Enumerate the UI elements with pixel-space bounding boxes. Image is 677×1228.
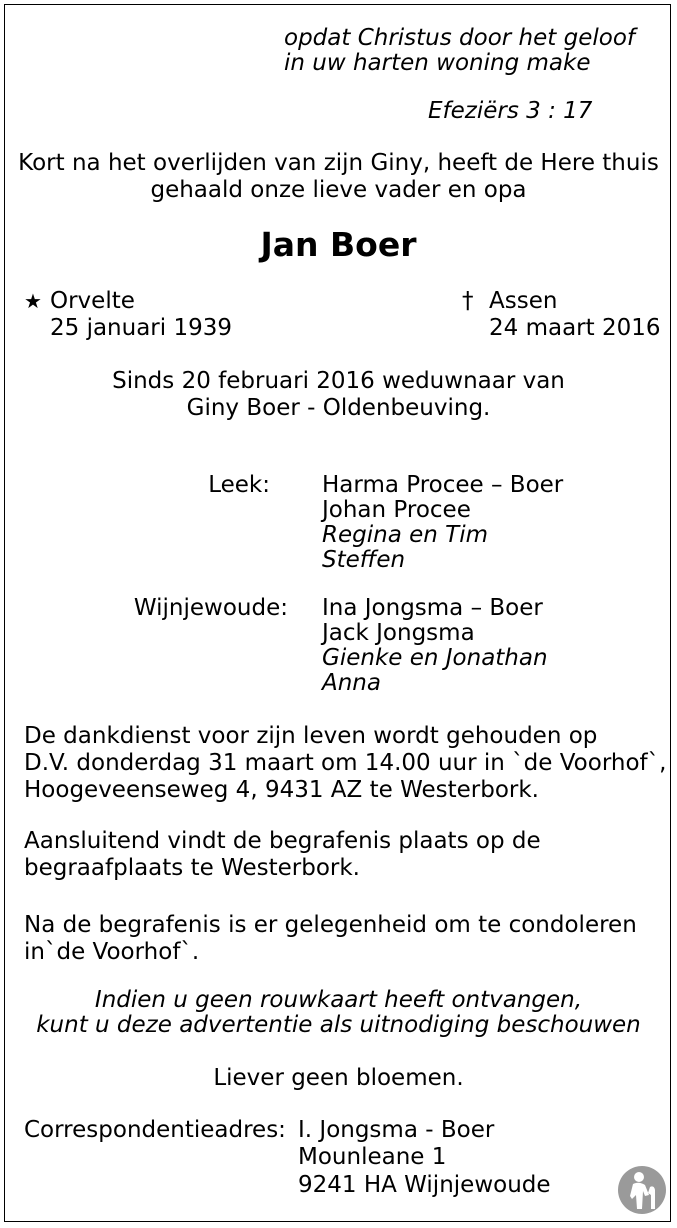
correspondence-name: I. Jongsma - Boer [298, 1117, 495, 1143]
family-member: Ina Jongsma – Boer [322, 595, 543, 621]
invitation-line-2: kunt u deze advertentie als uitnodiging beschouwen [36, 1012, 641, 1038]
widower-line-2: Giny Boer - Oldenbeuving. [186, 395, 491, 421]
birth-place: Orvelte [50, 288, 135, 314]
service-line-1: De dankdienst voor zijn leven wordt gehouden op [24, 723, 598, 749]
family-member: Johan Procee [322, 497, 471, 523]
grandchild: Steffen [322, 547, 406, 573]
intro-line-1: Kort na het overlijden van zijn Giny, heeft de Here thuis [18, 150, 659, 176]
grandchild: Anna [322, 670, 381, 696]
burial-line-1: Aansluitend vindt de begrafenis plaats op de [24, 828, 541, 854]
mourning-figure-icon [617, 1165, 667, 1215]
correspondence-city: 9241 HA Wijnjewoude [298, 1172, 551, 1198]
condolence-line-1: Na de begrafenis is er gelegenheid om te condoleren [24, 912, 637, 938]
birth-star-icon: ★ [24, 289, 42, 313]
grandchild: Gienke en Jonathan [322, 645, 548, 671]
family-member: Harma Procee – Boer [322, 472, 564, 498]
condolence-line-2: in`de Voorhof`. [24, 939, 200, 965]
correspondence-street: Mounleane 1 [298, 1144, 447, 1170]
no-flowers-note: Liever geen bloemen. [213, 1065, 464, 1091]
burial-line-2: begraafplaats te Westerbork. [24, 855, 360, 881]
invitation-line-1: Indien u geen rouwkaart heeft ontvangen, [94, 987, 583, 1013]
grandchild: Regina en Tim [322, 522, 488, 548]
service-line-3: Hoogeveenseweg 4, 9431 AZ te Westerbork. [24, 777, 539, 803]
intro-line-2: gehaald onze lieve vader en opa [150, 177, 527, 203]
birth-date: 25 januari 1939 [50, 315, 233, 341]
quote-reference: Efeziërs 3 : 17 [428, 98, 593, 124]
death-cross-icon: † [462, 288, 474, 314]
correspondence-label: Correspondentieadres: [24, 1117, 286, 1143]
quote-line-1: opdat Christus door het geloof [284, 25, 635, 51]
family-place-wijnjewoude: Wijnjewoude: [133, 595, 288, 621]
family-place-leek: Leek: [208, 472, 270, 498]
death-date: 24 maart 2016 [489, 315, 661, 341]
family-member: Jack Jongsma [322, 620, 475, 646]
deceased-name: Jan Boer [260, 225, 417, 264]
death-place: Assen [489, 288, 558, 314]
quote-line-2: in uw harten woning make [284, 50, 591, 76]
widower-line-1: Sinds 20 februari 2016 weduwnaar van [112, 368, 565, 394]
service-line-2: D.V. donderdag 31 maart om 14.00 uur in `de Voorhof`, [24, 750, 667, 776]
